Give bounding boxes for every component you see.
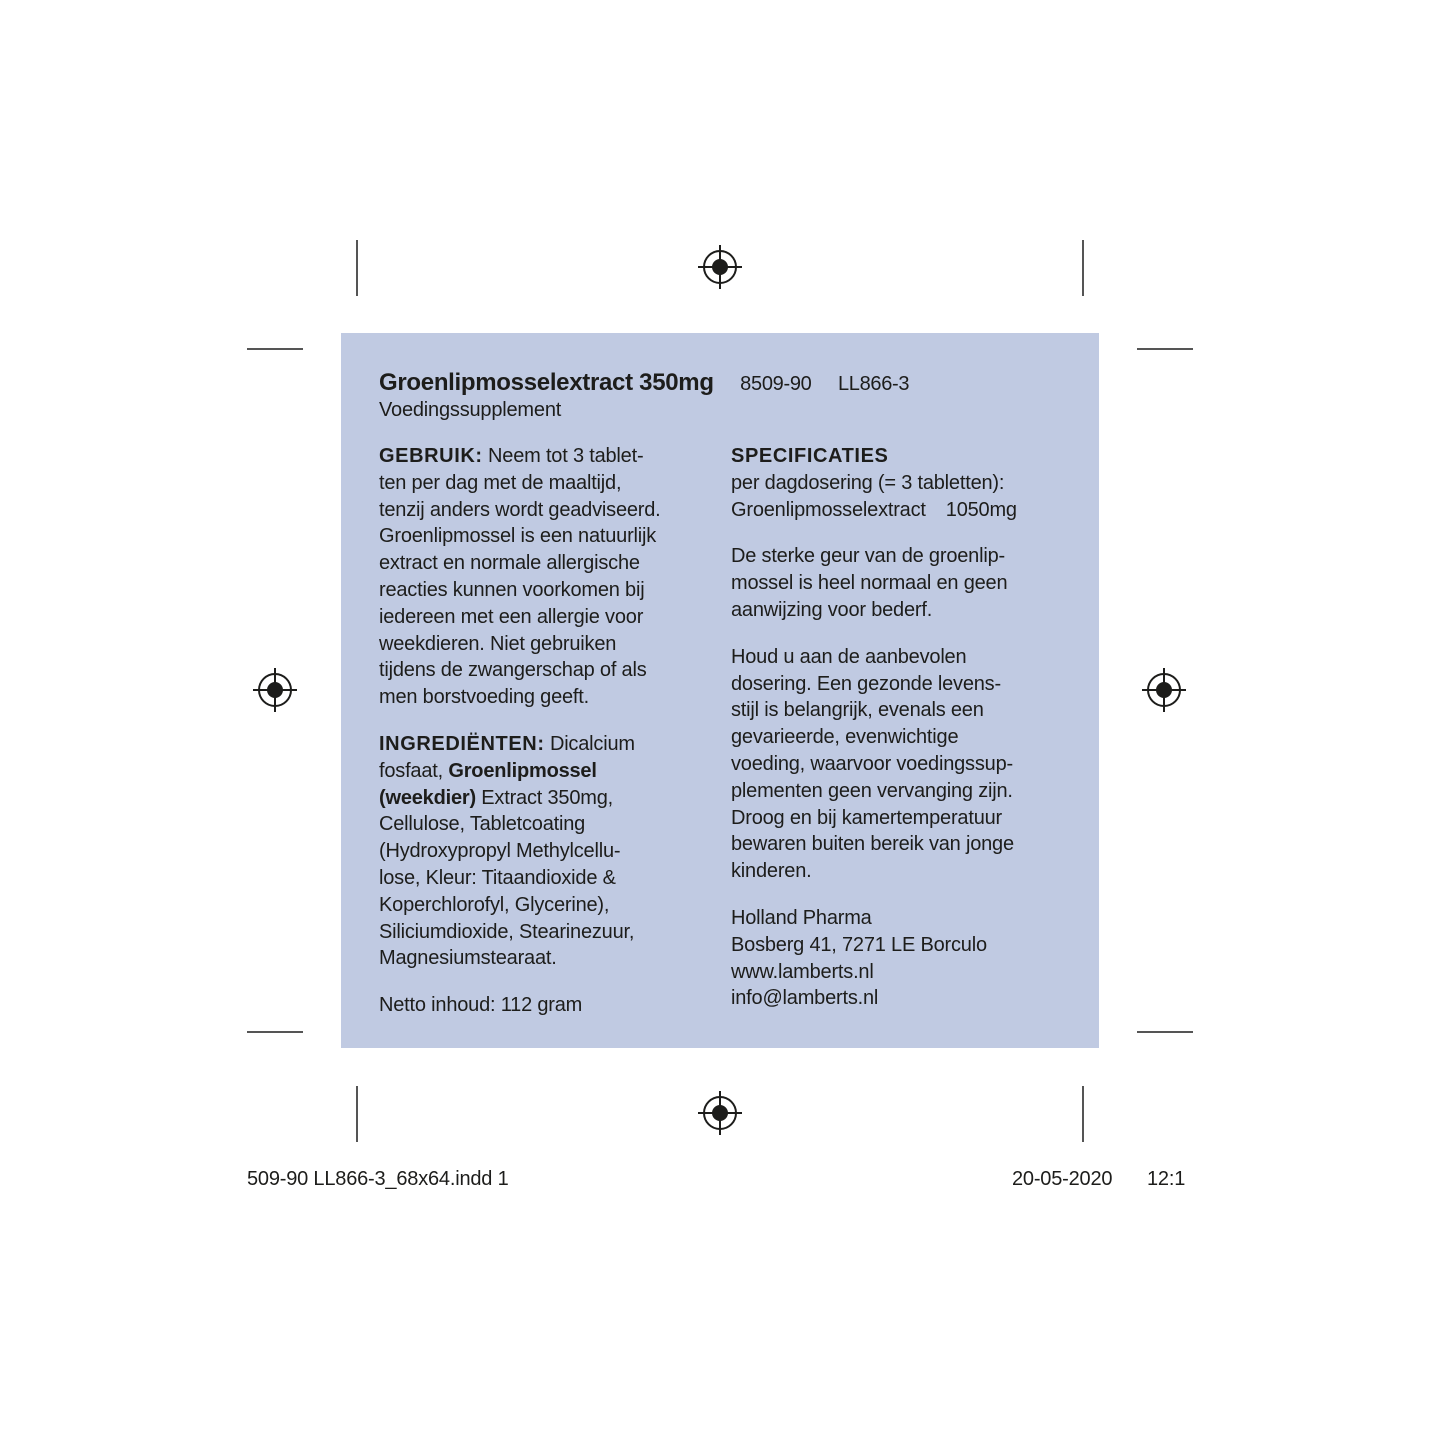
usage-line: Neem tot 3 tablet- bbox=[482, 445, 644, 467]
left-column bbox=[379, 443, 719, 1019]
advice-line: voeding, waarvoor voedingssup- bbox=[731, 752, 1013, 775]
net-content: Netto inhoud: 112 gram bbox=[379, 994, 583, 1017]
advice-section bbox=[731, 644, 1071, 885]
crop-mark bbox=[1137, 348, 1193, 350]
crop-mark bbox=[1082, 1086, 1084, 1142]
footer-date: 20-05-2020 bbox=[1012, 1168, 1113, 1190]
ingredients-bold: Groenlipmossel bbox=[448, 759, 597, 782]
crop-mark bbox=[356, 240, 358, 296]
advice-line: Droog en bij kamertemperatuur bbox=[731, 806, 1002, 829]
registration-mark-icon bbox=[697, 1090, 743, 1136]
product-label bbox=[341, 333, 1099, 1048]
advice-line: stijl is belangrijk, evenals een bbox=[731, 699, 984, 722]
usage-line: Groenlipmossel is een natuurlijk bbox=[379, 525, 657, 548]
specifications-section bbox=[731, 443, 1071, 523]
specifications-heading: SPECIFICATIES bbox=[731, 445, 889, 467]
crop-mark bbox=[1137, 1031, 1193, 1033]
ingredients-text: Dicalcium bbox=[544, 732, 635, 755]
crop-mark bbox=[1082, 240, 1084, 296]
registration-mark-icon bbox=[252, 667, 298, 713]
title-row bbox=[379, 369, 909, 397]
odor-line: aanwijzing voor bederf. bbox=[731, 598, 933, 621]
company-address: Bosberg 41, 7271 LE Borculo bbox=[731, 933, 987, 956]
odor-line: mossel is heel normaal en geen bbox=[731, 572, 1008, 595]
crop-mark bbox=[247, 348, 303, 350]
spec-amount: 1050mg bbox=[945, 498, 1017, 521]
label-code: LL866-3 bbox=[837, 373, 910, 395]
advice-line: bewaren buiten bereik van jonge bbox=[731, 833, 1014, 856]
registration-mark-icon bbox=[1141, 667, 1187, 713]
ingredients-line: Siliciumdioxide, Stearinezuur, bbox=[379, 920, 635, 943]
usage-line: reacties kunnen voorkomen bij bbox=[379, 578, 645, 601]
usage-line: tijdens de zwangerschap of als bbox=[379, 659, 647, 682]
product-subtitle: Voedingssupplement bbox=[379, 399, 562, 421]
registration-mark-icon bbox=[697, 244, 743, 290]
crop-mark bbox=[356, 1086, 358, 1142]
usage-line: iedereen met een allergie voor bbox=[379, 605, 644, 628]
advice-line: dosering. Een gezonde levens- bbox=[731, 672, 1001, 695]
contact-section bbox=[731, 905, 1071, 1012]
spec-item: Groenlipmosselextract bbox=[731, 498, 926, 521]
product-title: Groenlipmosselextract 350mg bbox=[379, 369, 714, 396]
ingredients-text: fosfaat, bbox=[379, 759, 449, 782]
usage-line: weekdieren. Niet gebruiken bbox=[379, 632, 617, 655]
ingredients-line: Cellulose, Tabletcoating bbox=[379, 813, 586, 836]
odor-line: De sterke geur van de groenlip- bbox=[731, 545, 1005, 568]
ingredients-line: Magnesiumstearaat. bbox=[379, 947, 557, 970]
usage-line: men borstvoeding geeft. bbox=[379, 686, 589, 709]
advice-line: gevarieerde, evenwichtige bbox=[731, 726, 959, 749]
advice-line: kinderen. bbox=[731, 860, 812, 883]
ingredients-section bbox=[379, 731, 719, 972]
odor-note bbox=[731, 543, 1071, 623]
company-website: www.lamberts.nl bbox=[731, 960, 874, 983]
per-dose-text: per dagdosering (= 3 tabletten): bbox=[731, 471, 1005, 494]
ingredients-line: (Hydroxypropyl Methylcellu- bbox=[379, 840, 621, 863]
ingredients-line: lose, Kleur: Titaandioxide & bbox=[379, 866, 616, 889]
advice-line: Houd u aan de aanbevolen bbox=[731, 645, 967, 668]
usage-line: tenzij anders wordt geadviseerd. bbox=[379, 498, 661, 521]
right-column bbox=[731, 443, 1071, 1012]
usage-heading: GEBRUIK: bbox=[379, 445, 483, 467]
spec-row bbox=[731, 497, 1071, 524]
usage-line: ten per dag met de maaltijd, bbox=[379, 471, 622, 494]
advice-line: plementen geen vervanging zijn. bbox=[731, 779, 1013, 802]
ingredients-line: Koperchlorofyl, Glycerine), bbox=[379, 893, 610, 916]
ingredients-text: Extract 350mg, bbox=[475, 786, 613, 809]
company-name: Holland Pharma bbox=[731, 906, 872, 929]
ingredients-bold: (weekdier) bbox=[379, 786, 476, 809]
ingredients-heading: INGREDIËNTEN: bbox=[379, 732, 545, 755]
footer-time: 12:1 bbox=[1147, 1168, 1186, 1190]
product-code: 8509-90 bbox=[740, 373, 812, 395]
usage-section bbox=[379, 443, 719, 711]
company-email: info@lamberts.nl bbox=[731, 987, 879, 1010]
footer-filename: 509-90 LL866-3_68x64.indd 1 bbox=[247, 1168, 509, 1190]
usage-line: extract en normale allergische bbox=[379, 552, 640, 575]
crop-mark bbox=[247, 1031, 303, 1033]
